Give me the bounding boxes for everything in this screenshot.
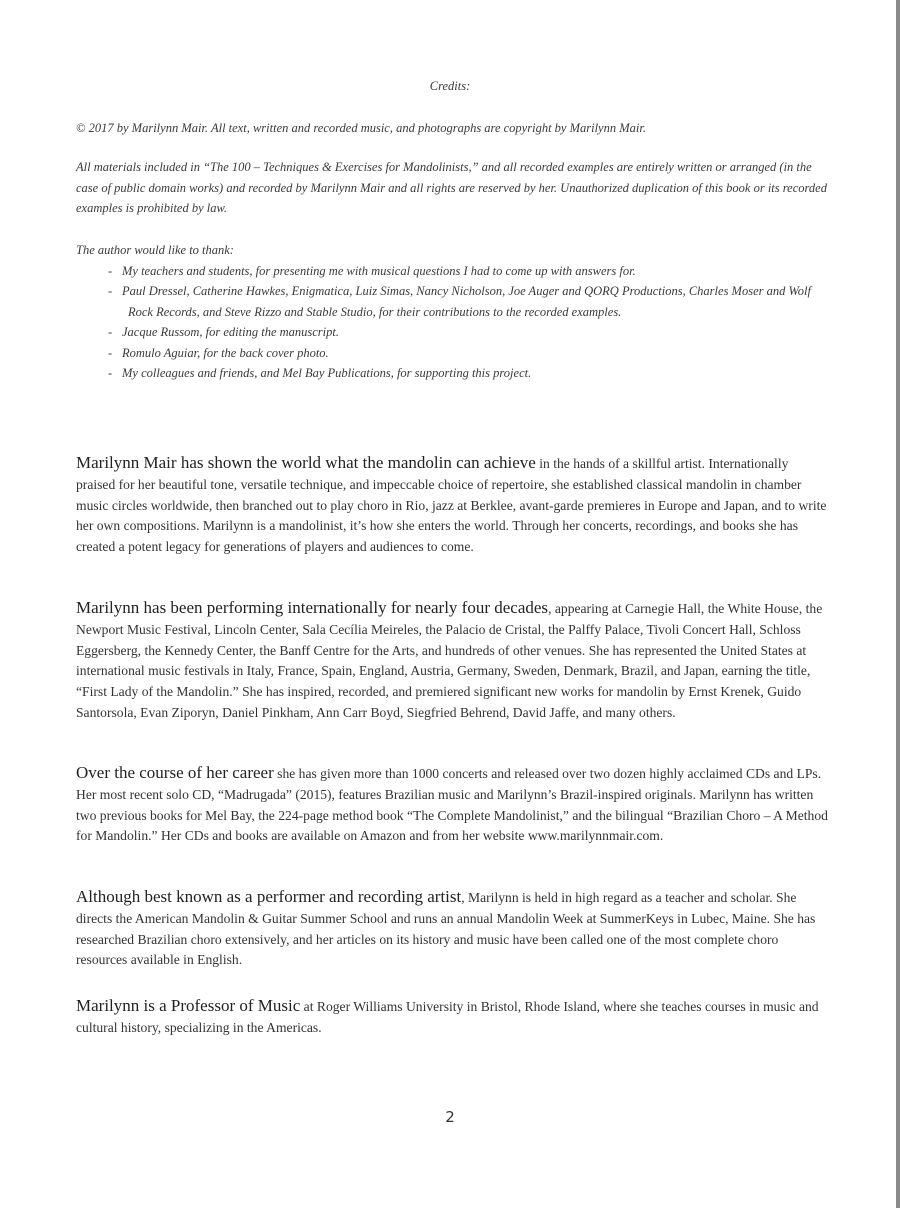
- copyright-text: © 2017 by Marilynn Mair. All text, written and recorded music, and photographs are copyright by Marilynn Mair.: [76, 121, 646, 135]
- bio-text: , Marilynn is held in high regard as a teacher and scholar. She directs the American Mandolin & Guitar Summer School and runs an annual Mandolin Week at SummerKeys in Lubec, Maine. She has researched Brazilian choro extensively, and her articles on its history and music have been called one of the most complete choro resources available in English.: [76, 890, 816, 968]
- thanks-item: - My teachers and students, for presenting me with musical questions I had to come up with answers for.: [108, 263, 636, 278]
- thanks-item: - Paul Dressel, Catherine Hawkes, Enigmatica, Luiz Simas, Nancy Nicholson, Joe Auger and QORQ Productions, Charles Moser and Wolf Rock Records, and Steve Rizzo and Stable Studio, for their contributions to the recorded examples.: [108, 284, 811, 319]
- thanks-intro: The author would like to thank:: [76, 243, 234, 257]
- thanks-item: - Jacque Russom, for editing the manuscript.: [108, 325, 339, 339]
- bio-text: she has given more than 1000 concerts and released over two dozen highly acclaimed CDs and LPs. Her most recent solo CD, “Madrugada” (2015), features Brazilian music and Marilynn’s Brazil-inspired originals. Marilynn has written two previous books for Mel Bay, the 224-page method book “The Complete Mandolinist,” and the bilingual “Brazilian Choro – A Method for Mandolin.” Her CDs and books are available on Amazon and from her website www.marilynnmair.com.: [76, 766, 828, 844]
- bio-lead: Marilynn Mair has shown the world what the mandolin can achieve: [76, 453, 536, 472]
- bio-lead: Although best known as a performer and recording artist: [76, 887, 462, 906]
- rights-notice: [76, 157, 836, 219]
- page-edge: [896, 0, 900, 1208]
- bio-paragraph-4: [76, 887, 828, 971]
- bio-lead: Marilynn has been performing internationally for nearly four decades: [76, 598, 549, 617]
- bio-paragraph-1: [76, 453, 828, 558]
- bio-text: at Roger Williams University in Bristol, Rhode Island, where she teaches courses in music and cultural history, specializing in the Americas.: [76, 999, 819, 1035]
- bio-lead: Over the course of her career: [76, 763, 274, 782]
- bio-lead: Marilynn is a Professor of Music: [76, 996, 301, 1015]
- acknowledgements: [76, 240, 836, 384]
- rights-text: All materials included in “The 100 – Techniques & Exercises for Mandolinists,” and all recorded examples are entirely written or arranged (in the case of public domain works) and recorded by Marilynn Mair and all rights are reserved by her. Unauthorized duplication of this book or its recorded examples is prohibited by law.: [76, 160, 827, 215]
- bio-text: , appearing at Carnegie Hall, the White House, the Newport Music Festival, Lincoln Center, Sala Cecília Meireles, the Palacio de Cristal, the Palffy Palace, Tivoli Concert Hall, Schloss Eggersberg, the Kennedy Center, the Banff Centre for the Arts, and hundreds of other venues. She has represented the United States at international music festivals in Italy, France, Spain, England, Austria, Germany, Sweden, Denmark, Brazil, and Japan, earning the title, “First Lady of the Mandolin.” She has inspired, recorded, and premiered significant new works for mandolin by Ernst Krenek, Guido Santorsola, Evan Ziporyn, Daniel Pinkham, Ann Carr Boyd, Siegfried Behrend, David Jaffe, and many others.: [76, 601, 823, 720]
- thanks-list: [76, 261, 836, 384]
- thanks-item: - Romulo Aguiar, for the back cover photo.: [108, 345, 329, 360]
- bio-text: in the hands of a skillful artist. Internationally praised for her beautiful tone, versatile technique, and impeccable choice of repertoire, she established classical mandolin in chamber music circles worldwide, then branched out to play choro in Rio, jazz at Berklee, avant-garde premieres in Europe and Japan, and to write her own compositions. Marilynn is a mandolinist, it’s how she enters the world. Through her concerts, recordings, and books she has created a potent legacy for generations of players and audiences to come.: [76, 456, 827, 555]
- bio-paragraph-3: [76, 763, 828, 847]
- bio-paragraph-5: [76, 996, 828, 1039]
- page-number: 2: [445, 1108, 455, 1126]
- copyright-notice: [76, 118, 836, 139]
- thanks-item: - My colleagues and friends, and Mel Bay Publications, for supporting this project.: [108, 366, 532, 380]
- credits-title: Credits:: [429, 79, 471, 93]
- bio-paragraph-2: [76, 598, 828, 724]
